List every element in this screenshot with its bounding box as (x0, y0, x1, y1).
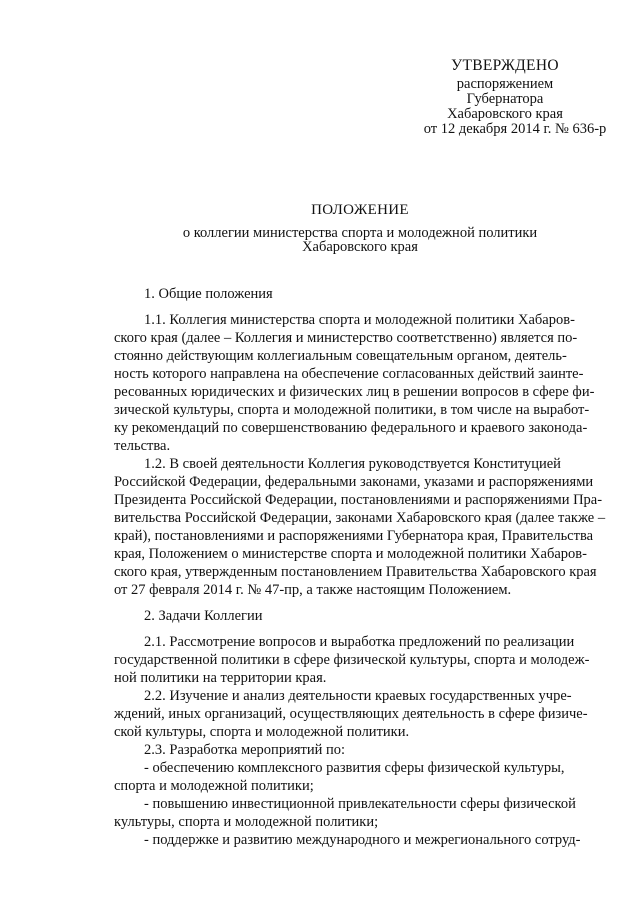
paragraph-1-2 (114, 455, 610, 599)
paragraph-line: тельства. (114, 438, 171, 454)
paragraph-line: - повышению инвестиционной привлекательности сферы физической (144, 796, 576, 812)
paragraph-line: спорта и молодежной политики; (114, 778, 314, 794)
section-2-heading: 2. Задачи Коллегии (144, 608, 263, 624)
paragraph-line: края, Положением о министерстве спорта и молодежной политики Хабаров- (114, 546, 587, 562)
paragraph-2-3 (114, 741, 610, 759)
paragraph-line: 2.3. Разработка мероприятий по: (144, 742, 346, 758)
paragraph-line: 2.2. Изучение и анализ деятельности краевых государственных учре- (144, 688, 572, 704)
approval-line-3: Хабаровского края (447, 106, 563, 122)
paragraph-line: 1.2. В своей деятельности Коллегия руководствуется Конституцией (144, 456, 561, 472)
paragraph-line: стоянно действующим коллегиальным совещательным органом, деятель- (114, 348, 567, 364)
document-body (114, 285, 610, 849)
paragraph-line: ской культуры, спорта и молодежной политики. (114, 724, 410, 740)
paragraph-line: Президента Российской Федерации, постановлениями и распоряжениями Пра- (114, 492, 603, 508)
bullet-2 (114, 795, 610, 831)
paragraph-line: край), постановлениями и распоряжениями Губернатора края, Правительства (114, 528, 594, 544)
paragraph-2-2 (114, 687, 610, 741)
paragraph-line: вительства Российской Федерации, законами Хабаровского края (далее также – (114, 510, 606, 526)
paragraph-line: государственной политики в сфере физической культуры, спорта и молодеж- (114, 652, 590, 668)
paragraph-line: ресованных юридических и физических лиц в решении вопросов в сфере фи- (114, 384, 595, 400)
paragraph-line: ной политики на территории края. (114, 670, 327, 686)
approval-date: от 12 декабря 2014 г. № 636-р (423, 121, 607, 137)
paragraph-line: ского края, утвержденным постановлением Правительства Хабаровского края (114, 564, 597, 580)
approval-line-1: распоряжением (456, 76, 554, 92)
paragraph-line: зической культуры, спорта и молодежной политики, в том числе на выработ- (114, 402, 590, 418)
paragraph-line: ского края (далее – Коллегия и министерство соответственно) является по- (114, 330, 578, 346)
paragraph-line: ждений, иных организаций, осуществляющих деятельность в сфере физиче- (114, 706, 588, 722)
bullet-1 (114, 759, 610, 795)
paragraph-line: от 27 февраля 2014 г. № 47-пр, а также настоящим Положением. (114, 582, 512, 598)
document-title: ПОЛОЖЕНИЕ (311, 202, 409, 218)
document-title-block (80, 203, 640, 254)
paragraph-line: Российской Федерации, федеральными законами, указами и распоряжениями (114, 474, 594, 490)
paragraph-line: 2.1. Рассмотрение вопросов и выработка предложений по реализации (144, 634, 575, 650)
paragraph-1-1 (114, 311, 610, 455)
paragraph-line: - обеспечению комплексного развития сферы физической культуры, (144, 760, 565, 776)
paragraph-line: - поддержке и развитию международного и межрегионального сотруд- (144, 832, 581, 848)
paragraph-line: ность которого направлена на обеспечение согласованных действий заинте- (114, 366, 584, 382)
approval-heading: УТВЕРЖДЕНО (451, 57, 559, 74)
bullet-3 (114, 831, 610, 849)
section-1-heading: 1. Общие положения (144, 286, 273, 302)
approval-stamp (380, 58, 630, 137)
paragraph-line: культуры, спорта и молодежной политики; (114, 814, 379, 830)
document-subtitle-1: о коллегии министерства спорта и молодежной политики (182, 225, 538, 241)
paragraph-line: ку рекомендаций по совершенствованию федерального и краевого законода- (114, 420, 588, 436)
paragraph-2-1 (114, 633, 610, 687)
paragraph-line: 1.1. Коллегия министерства спорта и молодежной политики Хабаров- (144, 312, 575, 328)
approval-line-2: Губернатора (466, 91, 544, 107)
document-subtitle-2: Хабаровского края (302, 239, 418, 255)
